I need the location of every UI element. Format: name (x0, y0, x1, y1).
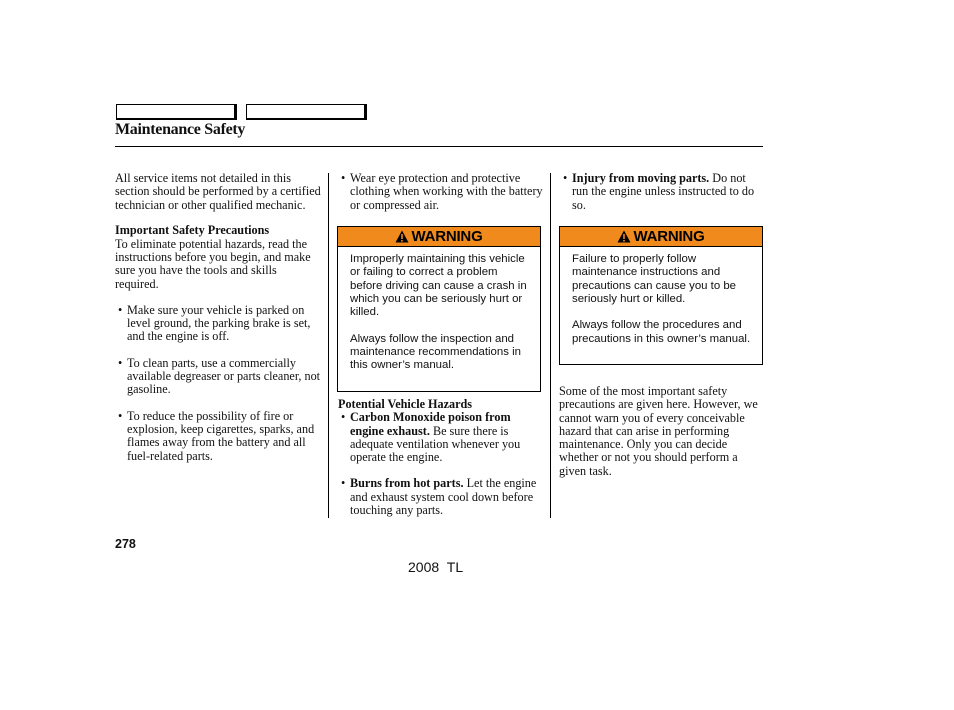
warning-header (560, 227, 762, 247)
warning-triangle-icon (617, 230, 631, 243)
hazard-text: Be sure there is adequate ventilation whenever you operate the engine. (350, 423, 521, 465)
footer-model: 2008 TL (408, 559, 464, 575)
column-divider-2 (550, 173, 551, 518)
warning-label: WARNING (633, 228, 705, 245)
vehicle-hazards-heading: Potential Vehicle Hazards (338, 397, 473, 411)
hazard-text: Let the engine and exhaust system cool down before touching any parts. (350, 476, 537, 518)
intro-paragraph: All service items not detailed in this section should be performed by a certified technician or other qualified mechanic. (115, 171, 321, 212)
hazard-title: Burns from hot parts. (350, 476, 464, 491)
warning-triangle-icon (395, 230, 409, 243)
safety-precautions-heading: Important Safety Precautions (115, 223, 270, 238)
warning-header (338, 227, 540, 247)
title-rule (115, 146, 763, 147)
warning-text: Improperly maintaining this vehicle or failing to correct a problem before driving can cause a crash in which you can be seriously hurt or killed. (350, 253, 527, 319)
warning-body (338, 247, 540, 373)
page-number: 278 (115, 537, 136, 551)
list-item (338, 477, 544, 517)
column-1 (115, 172, 322, 463)
column-2-bottom (338, 398, 544, 517)
list-item: • Wear eye protection and protective clothing when working with the battery or compressed air. (338, 172, 544, 212)
warning-text: Always follow the inspection and maintenance recommendations in this owner’s manual. (350, 332, 521, 372)
warning-box-2 (559, 226, 763, 365)
warning-body (560, 247, 762, 346)
closing-paragraph: Some of the most important safety precautions are given here. However, we cannot warn you of every conceivable hazard that can arise in performing maintenance. Only you can decide whether or not you should perform a given task. (559, 384, 758, 478)
column-3-bottom (559, 385, 765, 478)
column-divider-1 (328, 173, 329, 518)
warning-text: Failure to properly follow maintenance instructions and precautions can cause you to be seriously hurt or killed. (572, 253, 737, 305)
list-item: • Make sure your vehicle is parked on level ground, the parking brake is set, and the engine is off. (115, 304, 322, 344)
warning-box-1 (337, 226, 541, 392)
column-3-top (560, 172, 756, 212)
warning-text: Always follow the procedures and precautions in this owner’s manual. (572, 319, 751, 345)
nav-tab-main-menu[interactable] (116, 104, 237, 120)
nav-tab-index[interactable] (246, 104, 367, 120)
hazard-title: Carbon Monoxide poison from engine exhaust. (350, 410, 511, 438)
column-2-top (338, 172, 544, 212)
list-item (338, 411, 544, 464)
hazard-title: Injury from moving parts. (572, 171, 710, 185)
safety-precautions-lead: To eliminate potential hazards, read the instructions before you begin, and make sure you have the tools and skills required. (115, 236, 311, 291)
page-title: Maintenance Safety (115, 121, 246, 138)
list-item: • To clean parts, use a commercially available degreaser or parts cleaner, not gasoline. (115, 357, 322, 397)
hazard-text: Do not run the engine unless instructed to do so. (572, 171, 755, 212)
list-item: • To reduce the possibility of fire or explosion, keep cigarettes, sparks, and flames away from the battery and all fuel-related parts. (115, 410, 322, 463)
list-item (560, 172, 756, 212)
warning-label: WARNING (411, 228, 483, 245)
